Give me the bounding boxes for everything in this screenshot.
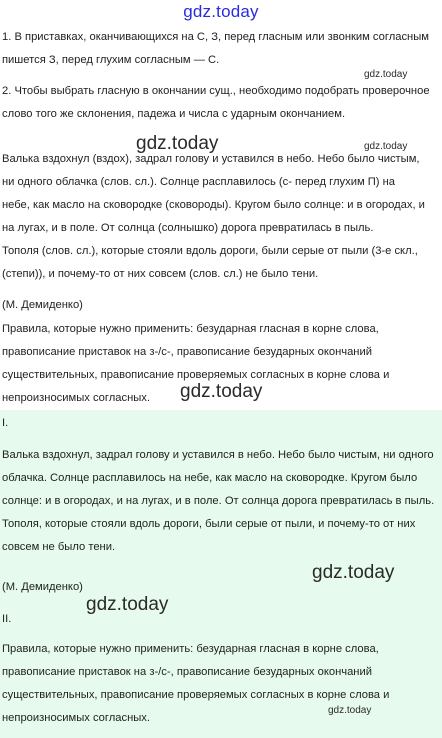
- watermark: gdz.today: [364, 141, 408, 152]
- text-line: Валька вздохнул (вздох), задрал голову и уставился в небо. Небо было чистым,: [2, 153, 420, 165]
- section-number-2: II.: [2, 613, 12, 625]
- page-title: gdz.today: [183, 2, 259, 21]
- watermark: gdz.today: [180, 381, 263, 402]
- rule-paragraph-1: 1. В приставках, оканчивающихся на С, З, перед гласным или звонким согласным пишется З, перед глухим согласным — С.: [2, 31, 429, 66]
- watermark: gdz.today: [364, 69, 408, 80]
- dictation-text-clean: Валька вздохнул, задрал голову и уставился в небо. Небо было чистым, ни одного облачка. Солнце расплавилось на небе, как масло на сковородке. Кругом было солнце: и в огородах, и на лугах, и в поле. От солнца дорога превратилась в пыль. Тополя, которые стояли вдоль дороги, были серые от пыли, и почему-то от них совсем не было тени.: [2, 449, 435, 553]
- text-line: небе, как масло на сковородке (сковороды). Кругом было солнце: и в огородах, и на лугах, и в поле. От солнца (солнышко) дорога превратилась в пыль.: [2, 199, 425, 234]
- watermark: gdz.today: [312, 562, 395, 583]
- rules-applied-paragraph-2: Правила, которые нужно применить: безударная гласная в корне слова, правописание приставок на з-/с-, правописание безударных окончаний существительных, правописание проверяемых согласных в корне слова и непроизносимых согласных.: [2, 643, 390, 724]
- watermark: gdz.today: [136, 133, 219, 154]
- author-credit-2: (М. Демиденко): [2, 581, 83, 593]
- rule-paragraph-2: 2. Чтобы выбрать гласную в окончании сущ., необходимо подобрать проверочное слово того же склонения, падежа и числа с ударным окончанием.: [2, 85, 430, 120]
- dictation-text-marked: [2, 148, 438, 286]
- watermark: gdz.today: [328, 705, 372, 716]
- watermark: gdz.today: [86, 594, 169, 615]
- text-line: ни одного облачка (слов. сл.). Солнце расплавилось (с- перед глухим П) на: [2, 176, 396, 188]
- rules-applied-paragraph: Правила, которые нужно применить: безударная гласная в корне слова, правописание приставок на з-/с-, правописание безударных окончаний существительных, правописание проверяемых согласных в корне слова и непроизносимых согласных.: [2, 323, 390, 404]
- text-line: Тополя (слов. сл.), которые стояли вдоль дороги, были серые от пыли (3-е скл., (степи)), и почему-то от них совсем (слов. сл.) не было тени.: [2, 245, 418, 280]
- author-credit: (М. Демиденко): [2, 299, 83, 311]
- section-number-1: I.: [2, 417, 9, 429]
